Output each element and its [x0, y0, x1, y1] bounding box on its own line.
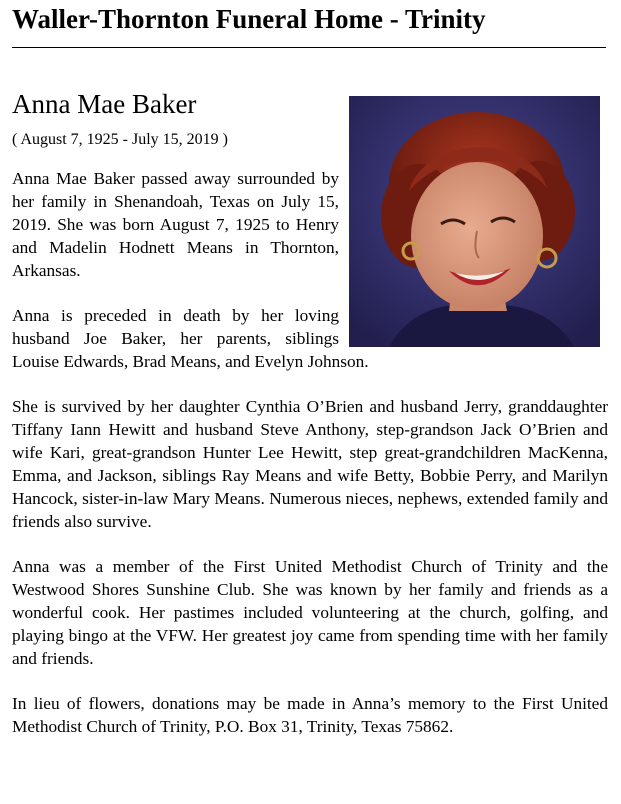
portrait-photo	[349, 96, 600, 347]
site-title: Waller-Thornton Funeral Home - Trinity	[12, 4, 486, 34]
obituary-paragraph: She is survived by her daughter Cynthia O’Brien and husband Jerry, granddaughter Tiffany Iann Hewitt and husband Steve Anthony, step-grandson Jack O’Brien and wife Kari, great-grandson Hunter Lee Hewitt, step great-grandchildren MacKenna, Emma, and Jackson, siblings Ray Means and wife Betty, Bobbie Perry, and Marilyn Hancock, sister-in-law Mary Means. Numerous nieces, nephews, extended family and friends also survive.	[12, 397, 608, 531]
obituary-paragraph: In lieu of flowers, donations may be made in Anna’s memory to the First United Methodist Church of Trinity, P.O. Box 31, Trinity, Texas 75862.	[12, 694, 608, 736]
header-divider	[12, 47, 606, 48]
obituary-dates: ( August 7, 1925 - July 15, 2019 )	[12, 131, 228, 148]
obituary-page	[0, 4, 621, 804]
obituary-paragraph: Anna is preceded in death by her loving husband Joe Baker, her parents, siblings Louise Edwards, Brad Means, and Evelyn Johnson.	[12, 306, 369, 371]
obituary-name: Anna Mae Baker	[12, 89, 197, 119]
obituary-paragraph: Anna Mae Baker passed away surrounded by her family in Shenandoah, Texas on July 15, 2019. She was born August 7, 1925 to Henry and Madelin Hodnett Means in Thornton, Arkansas.	[12, 169, 339, 280]
portrait-image	[349, 96, 600, 347]
obituary-paragraph: Anna was a member of the First United Methodist Church of Trinity and the Westwood Shores Sunshine Club. She was known by her family and friends as a wonderful cook. Her pastimes included volunteering at the church, golfing, and playing bingo at the VFW. Her greatest joy came from spending time with her family and friends.	[12, 557, 608, 668]
